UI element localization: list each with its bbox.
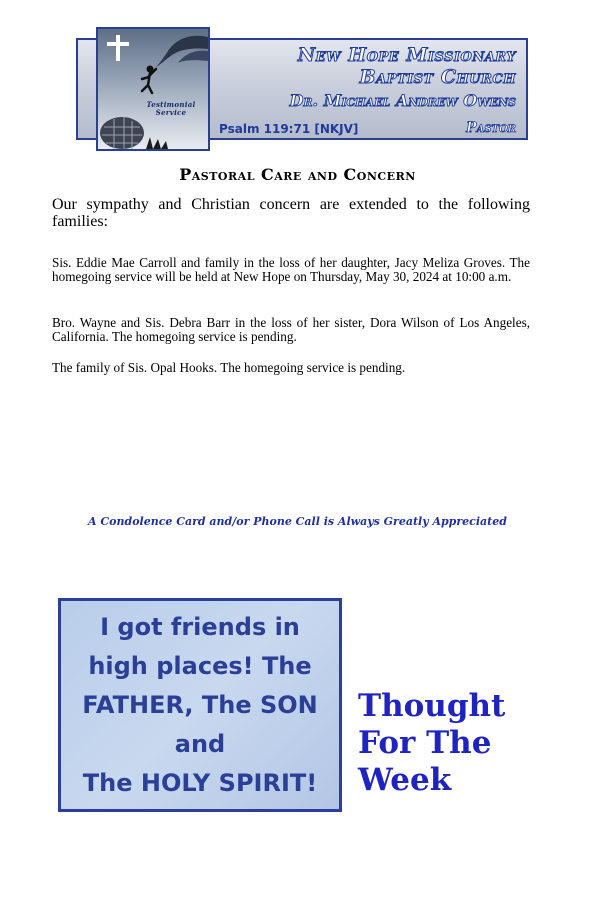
church-logo (96, 27, 210, 151)
notice-item: Sis. Eddie Mae Carroll and family in the loss of her daughter, Jacy Meliza Groves. The homegoing service will be held at New Hope on Thursday, May 30, 2024 at 10:00 a.m. (52, 255, 530, 284)
quote-box (58, 598, 342, 812)
thought-heading-line: Thought (358, 688, 506, 724)
quote-line: FATHER, The SON (82, 690, 318, 719)
notice-item: The family of Sis. Opal Hooks. The homegoing service is pending. (52, 360, 406, 375)
section-title: Pastoral Care and Concern (179, 165, 416, 184)
pastor-name: Dr. Michael Andrew Owens (289, 91, 516, 110)
condolence-note: A Condolence Card and/or Phone Call is Always Greatly Appreciated (88, 515, 507, 528)
thought-heading (358, 688, 505, 799)
thought-heading-line: Week (358, 762, 452, 798)
quote-line: I got friends in (100, 612, 300, 641)
quote-text (82, 608, 317, 803)
church-name-line2: Baptist Church (359, 66, 516, 88)
pastor-title: Pastor (466, 120, 516, 136)
scripture-reference: Psalm 119:71 [NKJV] (219, 122, 359, 136)
notice-item: Bro. Wayne and Sis. Debra Barr in the loss of her sister, Dora Wilson of Los Angeles, California. The homegoing service is pending. (52, 315, 530, 344)
logo-art-icon (98, 29, 208, 149)
quote-line: and (174, 729, 226, 758)
thought-heading-line: For The (358, 725, 492, 761)
quote-line: high places! The (88, 651, 312, 680)
church-name (298, 44, 516, 88)
quote-line: The HOLY SPIRIT! (82, 768, 318, 797)
intro-text: Our sympathy and Christian concern are extended to the following families: (52, 196, 530, 230)
logo-caption: Testimonial Service (146, 100, 196, 117)
church-name-line1: New Hope Missionary (297, 44, 516, 66)
